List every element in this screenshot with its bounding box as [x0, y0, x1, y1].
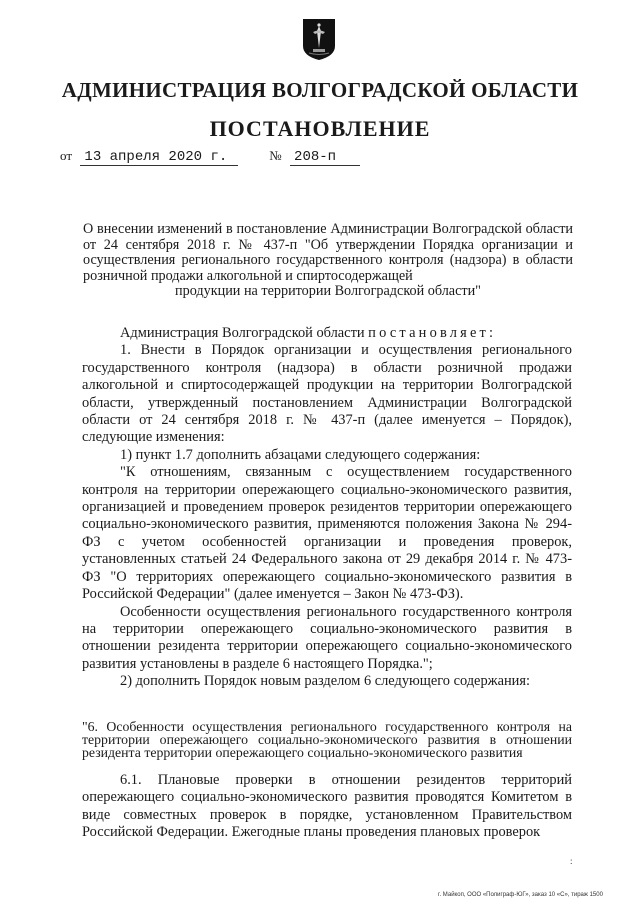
paragraph-6-1: 6.1. Плановые проверки в отношении резидентов территорий опережающего социально-экономического развития проводятся Комитетом в виде совместных проверок в порядке, установленном Правительством Российской Федерации. Ежегодные планы проведения плановых проверок [82, 772, 572, 841]
footer-mark: : [570, 856, 573, 866]
title-last-line: продукции на территории Волгоградской области" [175, 283, 481, 299]
date-label: от [60, 148, 73, 163]
coat-of-arms-icon [302, 18, 336, 61]
paragraph-2: 1) пункт 1.7 дополнить абзацами следующего содержания: [120, 446, 481, 463]
number-label: № [269, 148, 282, 163]
paragraph-4: Особенности осуществления регионального государственного контроля на территории опережающего социально-экономического развития в отношении резидента территории опережающего социально-экономического развития установлены в разделе 6 настоящего Порядка."; [82, 603, 572, 672]
paragraph-3: "К отношениям, связанным с осуществлением государственного контроля на территории опережающего социально-экономического развития, организацией и проведением проверок резидентов территории опережающего социально-экономического развития, применяются положения Закона № 294-ФЗ с учетом особенностей организации и проведения проверок, установленных статьей 24 Федерального закона от 29 декабря 2014 г. № 473-ФЗ "О территориях опережающего социально-экономического развития в Российской Федерации" (далее именуется – Закон № 473-ФЗ). [82, 464, 572, 603]
intro-verb: постановляет: [368, 325, 497, 341]
intro-paragraph [82, 325, 572, 342]
document-number: 208-п [290, 149, 360, 166]
print-imprint: г. Майкоп, ООО «Полиграф-ЮГ», заказ 10 «С», тираж 1500 [438, 892, 603, 898]
date-number-row [60, 148, 360, 166]
title-text: О внесении изменений в постановление Администрации Волгоградской области от 24 сентября 2018 г. № 437-п "Об утверждении Порядка организации и осуществления регионального государственного контроля (надзора) в области розничной продажи алкогольной и спиртосодержащей [83, 221, 573, 284]
paragraph-1: 1. Внести в Порядок организации и осуществления регионального государственного контроля (надзора) в области розничной продажи алкогольной и спиртосодержащей продукции на территории Волгоградской области, утвержденный постановлением Администрации Волгоградской области от 24 сентября 2018 г. № 437-п (далее именуется – Порядок), следующие изменения: [82, 342, 572, 446]
document-date: 13 апреля 2020 г. [80, 149, 238, 166]
intro-prefix: Администрация Волгоградской области [120, 325, 365, 341]
paragraph-5: 2) дополнить Порядок новым разделом 6 следующего содержания: [120, 673, 530, 690]
document-title [83, 222, 573, 300]
document-body [82, 325, 572, 691]
organization-name: АДМИНИСТРАЦИЯ ВОЛГОГРАДСКОЙ ОБЛАСТИ [61, 78, 579, 102]
document-type: ПОСТАНОВЛЕНИЕ [209, 116, 431, 141]
section-6-heading: "6. Особенности осуществления регионального государственного контроля на территории опережающего социально-экономического развития в отношении резидента территории опережающего социально-экономического развития [82, 719, 572, 761]
document-body-continued [82, 772, 572, 842]
